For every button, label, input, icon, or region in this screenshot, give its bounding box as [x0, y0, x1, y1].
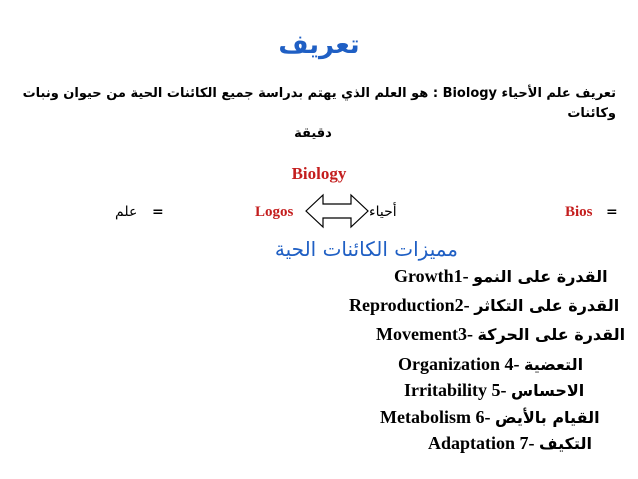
equals-sign-2: = [152, 204, 164, 220]
feature-ar: التكيف [539, 434, 592, 453]
page-title: تعريف [278, 30, 360, 60]
feature-en: Organization 4- [398, 354, 520, 374]
feature-item-4 [398, 354, 583, 375]
feature-item-3 [376, 324, 625, 345]
bios-label: Bios [565, 204, 593, 220]
feature-en: Reproduction2- [349, 295, 470, 315]
feature-en: Adaptation 7- [428, 433, 535, 453]
ahya-label: أحياء [369, 204, 397, 220]
feature-en: Irritability 5- [404, 380, 507, 400]
feature-item-2 [349, 295, 619, 316]
feature-item-5 [404, 380, 584, 401]
feature-ar: القدرة على الحركة [477, 325, 626, 344]
feature-item-7 [428, 433, 592, 454]
definition-text [20, 84, 616, 144]
feature-item-6 [380, 407, 600, 428]
ilm-label: علم [115, 204, 138, 220]
definition-line-2: دقيقة [294, 126, 332, 141]
feature-ar: الاحساس [510, 381, 585, 400]
feature-en: Growth1- [394, 266, 469, 286]
equals-sign-1: = [606, 204, 618, 220]
feature-en: Movement3- [376, 324, 473, 344]
feature-ar: القدرة على النمو [473, 267, 608, 286]
double-arrow-icon [305, 192, 369, 230]
biology-label: Biology [291, 164, 347, 183]
logos-label: Logos [255, 204, 294, 220]
feature-ar: القيام بالأيض [494, 408, 600, 427]
feature-item-1 [394, 266, 608, 287]
features-title: مميزات الكائنات الحية [274, 237, 458, 261]
feature-en: Metabolism 6- [380, 407, 491, 427]
definition-line-1: تعريف علم الأحياء Biology : هو العلم الذي يهتم بدراسة جميع الكائنات الحية من حيوان ونبات وكائنات [22, 86, 616, 121]
feature-ar: التعضية [524, 355, 584, 374]
feature-ar: القدرة على التكاثر [474, 296, 620, 315]
